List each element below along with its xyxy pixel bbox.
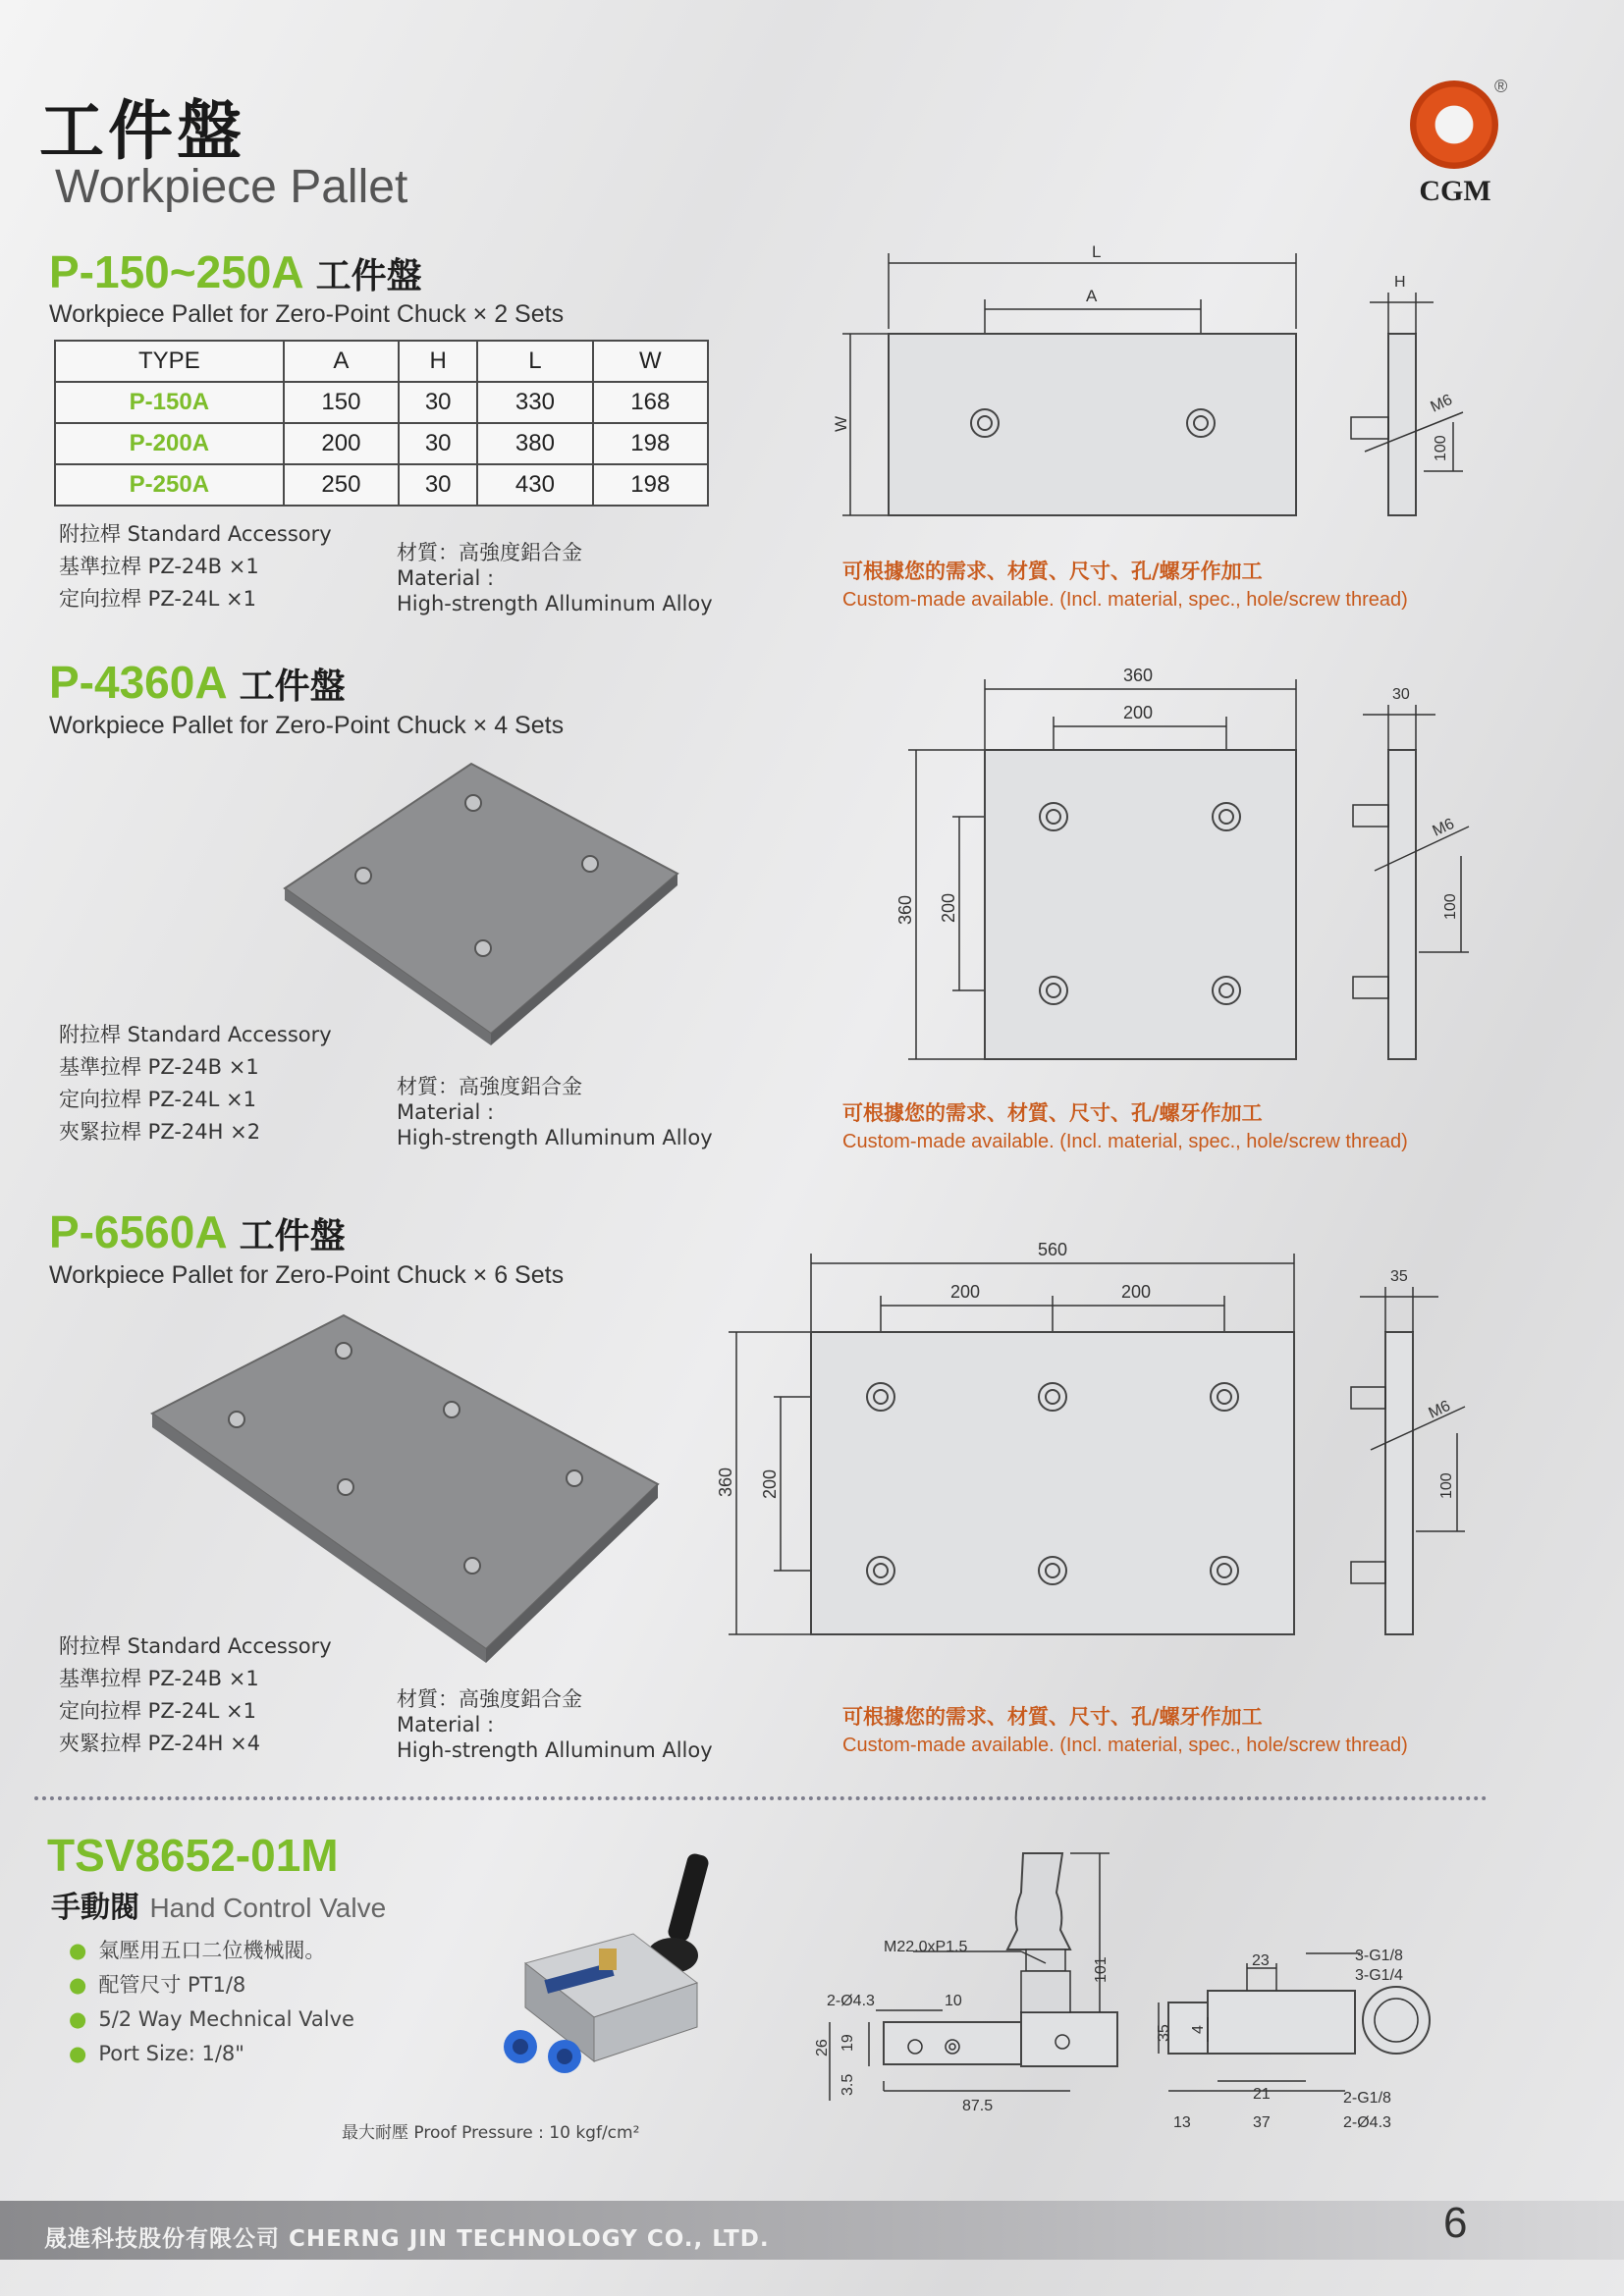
dim-W: W: [832, 415, 850, 432]
accessory-title: 附拉桿 Standard Accessory: [59, 1023, 332, 1046]
registered-mark: ®: [1494, 77, 1508, 96]
table-cell: 198: [593, 464, 708, 506]
valve-pressure: 最大耐壓 Proof Pressure : 10 kgf/cm²: [342, 2123, 640, 2143]
bullet-icon: ●: [69, 2042, 87, 2065]
pallet-4360-image: [265, 746, 697, 1060]
dim-26: 26: [814, 2039, 831, 2056]
page-number: 6: [1443, 2199, 1468, 2247]
valve-name: [51, 1883, 386, 1926]
table-cell: 150: [284, 382, 399, 423]
table-cell: 330: [477, 382, 592, 423]
section1-model-zh: 工件盤: [315, 256, 422, 296]
table-cell: 30: [399, 464, 477, 506]
bullet-item: ● 5/2 Way Mechnical Valve: [69, 2007, 354, 2031]
table-cell: 30: [399, 423, 477, 464]
table-header: L: [477, 341, 592, 382]
section1-accessories: [59, 518, 332, 615]
material-zh: 材質：高強度鋁合金: [397, 1687, 582, 1711]
pallet-6560-image: [147, 1306, 677, 1679]
valve-name-zh: 手動閥: [51, 1891, 139, 1925]
valve-name-en: Hand Control Valve: [149, 1893, 387, 1923]
bullet-icon: ●: [69, 1939, 87, 1962]
section1-note-zh: 可根據您的需求、材質、尺寸、孔/螺牙作加工: [842, 560, 1263, 583]
section-divider: [34, 1796, 1488, 1800]
dim-L: L: [1092, 242, 1102, 261]
section2-model-zh: 工件盤: [239, 667, 346, 707]
section3-subtitle: Workpiece Pallet for Zero-Point Chuck × 6 Sets: [49, 1261, 565, 1289]
accessory-item: 定向拉桿 PZ-24L ×1: [59, 1088, 256, 1111]
section2-heading: [49, 656, 346, 709]
table-cell: 168: [593, 382, 708, 423]
table-cell: 198: [593, 423, 708, 464]
accessory-title: 附拉桿 Standard Accessory: [59, 1634, 332, 1658]
dim-360-h: 360: [716, 1467, 735, 1497]
dim-19: 19: [839, 2034, 856, 2052]
table-header-row: [55, 341, 708, 382]
dim-M6: M6: [1426, 1397, 1453, 1422]
material-label: Material :: [397, 1713, 495, 1736]
accessory-item: 定向拉桿 PZ-24L ×1: [59, 587, 256, 611]
dim-thread: M22.0xP1.5: [884, 1939, 968, 1955]
logo-ring-icon: [1410, 80, 1498, 169]
section2-note-en: Custom-made available. (Incl. material, spec., hole/screw thread): [842, 1131, 1408, 1152]
material-label: Material :: [397, 566, 495, 590]
section2-material: [397, 1074, 713, 1150]
spec-table: [54, 340, 709, 507]
section3-note-en: Custom-made available. (Incl. material, spec., hole/screw thread): [842, 1735, 1408, 1756]
bullet-item: ● Port Size: 1/8": [69, 2042, 244, 2065]
accessory-item: 夾緊拉桿 PZ-24H ×2: [59, 1120, 261, 1144]
dim-360-h: 360: [895, 894, 915, 925]
section2-note-zh: 可根據您的需求、材質、尺寸、孔/螺牙作加工: [842, 1101, 1263, 1125]
logo-text: CGM: [1419, 175, 1491, 207]
dim-2-g18: 2-G1/8: [1343, 2090, 1391, 2107]
section3-drawing: [716, 1232, 1492, 1654]
section3-accessories: [59, 1630, 332, 1760]
dim-holes: 2-Ø4.3: [827, 1993, 875, 2009]
page-title-en: Workpiece Pallet: [55, 161, 408, 213]
cgm-logo: [1406, 77, 1508, 214]
table-cell: 430: [477, 464, 592, 506]
section1-note-en: Custom-made available. (Incl. material, spec., hole/screw thread): [842, 589, 1408, 611]
dim-200-w: 200: [1123, 703, 1154, 722]
section2-subtitle: Workpiece Pallet for Zero-Point Chuck × 4 Sets: [49, 712, 565, 739]
section3-note-zh: 可根據您的需求、材質、尺寸、孔/螺牙作加工: [842, 1705, 1263, 1729]
dim-101: 101: [1093, 1956, 1110, 1983]
accessory-item: 基準拉桿 PZ-24B ×1: [59, 1667, 259, 1690]
dim-10: 10: [945, 1993, 962, 2009]
dim-3.5: 3.5: [839, 2073, 856, 2096]
section2-model: P-4360A: [49, 657, 228, 708]
dim-200-a: 200: [950, 1282, 981, 1302]
material-zh: 材質：高強度鋁合金: [397, 1075, 582, 1098]
dim-200-h: 200: [760, 1468, 780, 1499]
accessory-item: 定向拉桿 PZ-24L ×1: [59, 1699, 256, 1723]
accessory-item: 夾緊拉桿 PZ-24H ×4: [59, 1732, 261, 1755]
table-header: TYPE: [55, 341, 284, 382]
table-header: W: [593, 341, 708, 382]
material-label: Material :: [397, 1100, 495, 1124]
footer-company: 晟進科技股份有限公司 CHERNG JIN TECHNOLOGY CO., LTD.: [44, 2226, 770, 2252]
table-cell: P-200A: [55, 423, 284, 464]
table-header: H: [399, 341, 477, 382]
accessory-item: 基準拉桿 PZ-24B ×1: [59, 555, 259, 578]
dim-360-w: 360: [1123, 666, 1154, 685]
table-cell: 30: [399, 382, 477, 423]
dim-23: 23: [1252, 1952, 1270, 1969]
table-cell: 250: [284, 464, 399, 506]
table-cell: P-150A: [55, 382, 284, 423]
accessory-item: 基準拉桿 PZ-24B ×1: [59, 1055, 259, 1079]
dim-100: 100: [1442, 893, 1459, 920]
dim-37: 37: [1253, 2114, 1271, 2131]
section3-heading: [49, 1205, 346, 1258]
table-header: A: [284, 341, 399, 382]
dim-21: 21: [1253, 2086, 1271, 2103]
dim-3-g18: 3-G1/8: [1355, 1948, 1403, 1964]
dim-100: 100: [1438, 1472, 1455, 1499]
section2-drawing: [884, 660, 1492, 1072]
section1-model: P-150~250A: [49, 246, 304, 297]
dim-200-b: 200: [1121, 1282, 1152, 1302]
section1-drawing: [832, 236, 1502, 530]
section1-material: [397, 540, 713, 616]
valve-image: [486, 1845, 761, 2091]
table-row: [55, 423, 708, 464]
dim-3-g14: 3-G1/4: [1355, 1967, 1403, 1984]
table-cell: 200: [284, 423, 399, 464]
section3-model: P-6560A: [49, 1206, 228, 1257]
dim-200-h: 200: [939, 892, 958, 923]
accessory-title: 附拉桿 Standard Accessory: [59, 522, 332, 546]
dim-30: 30: [1392, 686, 1410, 703]
section3-model-zh: 工件盤: [239, 1216, 346, 1256]
material-en: High-strength Alluminum Alloy: [397, 1738, 713, 1762]
bullet-icon: ●: [69, 1973, 87, 1997]
section1-heading: [49, 245, 422, 298]
material-en: High-strength Alluminum Alloy: [397, 592, 713, 615]
dim-4: 4: [1190, 2025, 1207, 2034]
table-cell: P-250A: [55, 464, 284, 506]
dim-100: 100: [1433, 435, 1449, 461]
dim-A: A: [1086, 287, 1098, 305]
dim-87.5: 87.5: [962, 2098, 994, 2114]
table-row: [55, 382, 708, 423]
dim-13: 13: [1173, 2114, 1191, 2131]
bullet-icon: ●: [69, 2007, 87, 2031]
section3-material: [397, 1686, 713, 1763]
material-zh: 材質：高強度鋁合金: [397, 541, 582, 564]
dim-M6: M6: [1430, 815, 1457, 840]
dim-H: H: [1394, 274, 1406, 291]
table-cell: 380: [477, 423, 592, 464]
dim-35: 35: [1390, 1268, 1408, 1285]
table-row: [55, 464, 708, 506]
bullet-item: ● 氣壓用五口二位機械閥。: [69, 1939, 326, 1962]
page-title-zh: 工件盤: [39, 93, 245, 169]
section2-accessories: [59, 1019, 332, 1148]
valve-model: TSV8652-01M: [47, 1830, 339, 1881]
dim-560: 560: [1038, 1240, 1068, 1259]
valve-bullets: [69, 1934, 354, 2071]
dim-2-holes: 2-Ø4.3: [1343, 2114, 1391, 2131]
dim-35: 35: [1156, 2024, 1172, 2042]
section1-subtitle: Workpiece Pallet for Zero-Point Chuck × 2 Sets: [49, 300, 565, 328]
valve-drawing: [815, 1845, 1483, 2140]
bullet-item: ● 配管尺寸 PT1/8: [69, 1973, 246, 1997]
dim-M6: M6: [1428, 391, 1455, 416]
material-en: High-strength Alluminum Alloy: [397, 1126, 713, 1149]
